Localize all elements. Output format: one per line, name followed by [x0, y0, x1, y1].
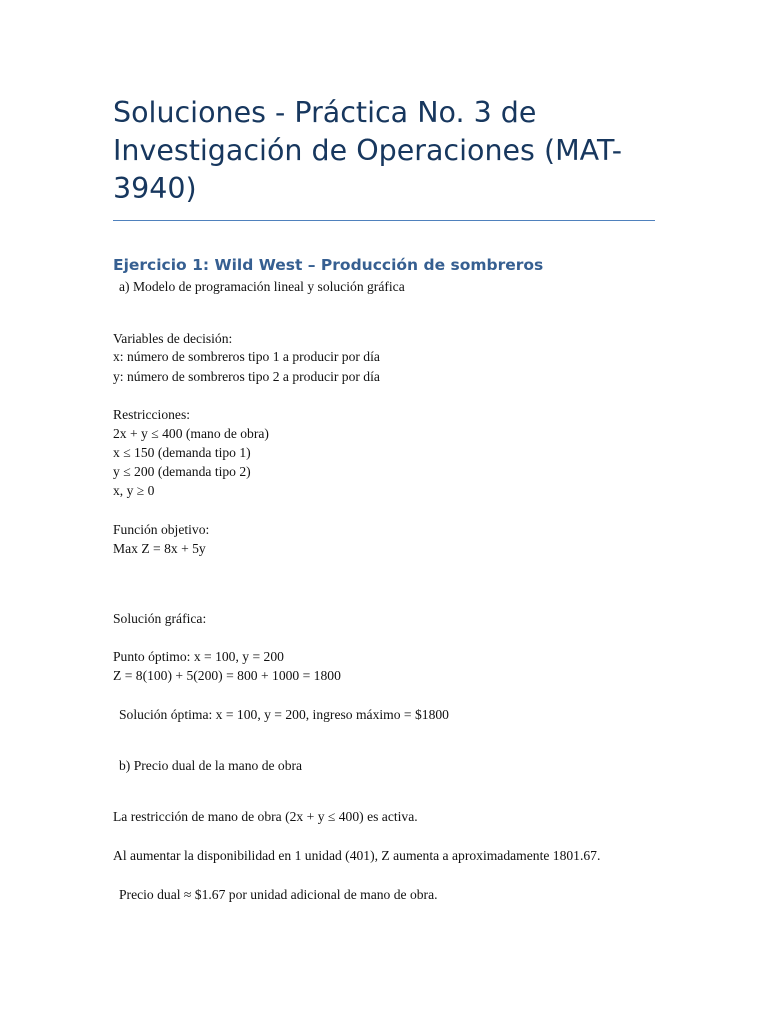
objective-function: Max Z = 8x + 5y [113, 541, 206, 556]
dual-price: Precio dual ≈ $1.67 por unidad adicional de mano de obra. [119, 887, 438, 902]
part-b-label: b) Precio dual de la mano de obra [119, 758, 303, 773]
graphic-solution-heading: Solución gráfica: [113, 611, 207, 626]
restrictions-heading: Restricciones: [113, 407, 191, 422]
variables-heading: Variables de decisión: [113, 331, 233, 346]
variable-x-definition: x: número de sombreros tipo 1 a producir por día [113, 349, 380, 364]
z-calculation: Z = 8(100) + 5(200) = 800 + 1000 = 1800 [113, 668, 341, 683]
restriction-nonnegativity: x, y ≥ 0 [113, 483, 155, 498]
objective-heading: Función objetivo: [113, 522, 210, 537]
active-constraint-note: La restricción de mano de obra (2x + y ≤ 400) es activa. [113, 809, 418, 824]
title-divider [113, 220, 655, 221]
document-title: Soluciones - Práctica No. 3 de Investigación de Operaciones (MAT-3940) [113, 96, 623, 205]
variable-y-definition: y: número de sombreros tipo 2 a producir por día [113, 369, 380, 384]
increase-note: Al aumentar la disponibilidad en 1 unidad (401), Z aumenta a aproximadamente 1801.67. [113, 848, 601, 863]
optimal-solution: Solución óptima: x = 100, y = 200, ingreso máximo = $1800 [119, 707, 449, 722]
restriction-labor: 2x + y ≤ 400 (mano de obra) [113, 426, 269, 441]
restriction-demand-type2: y ≤ 200 (demanda tipo 2) [113, 464, 251, 479]
optimal-point: Punto óptimo: x = 100, y = 200 [113, 649, 284, 664]
section-heading: Ejercicio 1: Wild West – Producción de sombreros [113, 256, 544, 274]
restriction-demand-type1: x ≤ 150 (demanda tipo 1) [113, 445, 251, 460]
part-a-label: a) Modelo de programación lineal y solución gráfica [119, 279, 405, 294]
